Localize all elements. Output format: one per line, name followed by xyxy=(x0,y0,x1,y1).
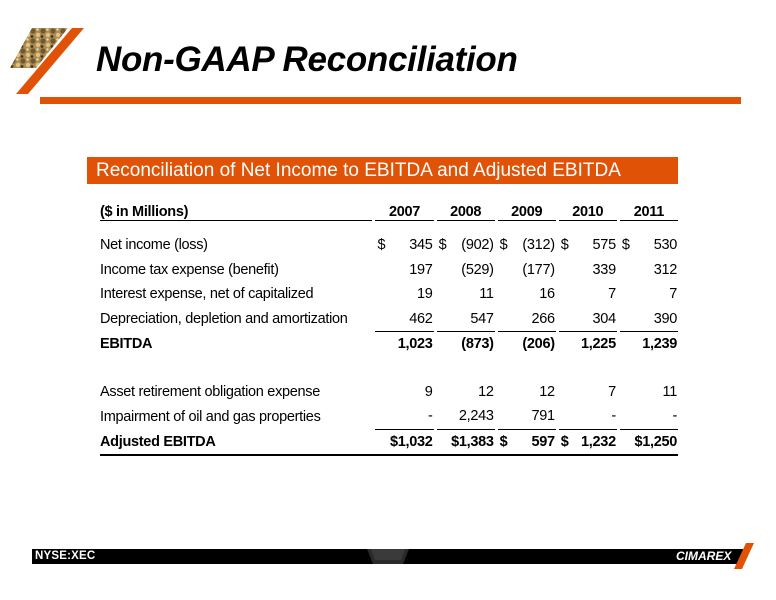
table-row xyxy=(100,380,678,405)
value-cell xyxy=(375,332,433,357)
value-text: 575 xyxy=(592,237,616,254)
value-text: (312) xyxy=(522,237,555,254)
year-header: 2007 xyxy=(375,198,433,221)
value-cell xyxy=(498,282,556,307)
value-text: 11 xyxy=(662,383,677,400)
rock-texture-logo-icon xyxy=(10,28,88,94)
year-header: 2011 xyxy=(620,198,678,221)
value-cell xyxy=(437,380,495,405)
value-text: 9 xyxy=(424,383,433,400)
orange-slash-icon xyxy=(734,543,754,569)
currency-symbol: $ xyxy=(621,237,630,254)
table-row xyxy=(100,404,678,429)
value-cell xyxy=(620,404,678,429)
value-text: 12 xyxy=(478,383,494,400)
value-text: 547 xyxy=(470,310,494,327)
section-banner: Reconciliation of Net Income to EBITDA and Adjusted EBITDA xyxy=(87,157,678,184)
value-text: 312 xyxy=(653,261,677,278)
row-label: Net income (loss) xyxy=(100,237,208,254)
value-text: 7 xyxy=(669,286,677,303)
row-label: Impairment of oil and gas properties xyxy=(100,408,321,425)
value-cell xyxy=(559,258,617,283)
table-row xyxy=(100,429,678,455)
value-text: 7 xyxy=(608,383,616,400)
value-text: $1,383 xyxy=(451,433,494,450)
table-header-row xyxy=(100,198,678,221)
value-cell xyxy=(375,307,433,332)
value-cell xyxy=(559,282,617,307)
year-header: 2010 xyxy=(559,198,617,221)
table-row xyxy=(100,233,678,258)
value-cell xyxy=(559,233,617,258)
value-text: 791 xyxy=(531,408,555,425)
brand-wordmark: CIMAREX xyxy=(676,549,732,563)
value-cell xyxy=(498,332,556,357)
value-cell xyxy=(375,380,433,405)
value-text: 197 xyxy=(409,261,433,278)
value-text: 339 xyxy=(592,261,616,278)
value-cell xyxy=(498,258,556,283)
table-row xyxy=(100,332,678,357)
value-cell xyxy=(498,307,556,332)
table-row xyxy=(100,258,678,283)
value-text: (177) xyxy=(522,261,555,278)
value-text: 345 xyxy=(409,237,433,254)
value-cell xyxy=(559,380,617,405)
value-text: 1,023 xyxy=(397,336,433,353)
value-text: (206) xyxy=(522,336,555,353)
value-cell xyxy=(375,258,433,283)
row-label: Income tax expense (benefit) xyxy=(100,261,279,278)
value-text: 1,239 xyxy=(642,336,677,353)
row-label: Depreciation, depletion and amortization xyxy=(100,311,348,327)
value-text: 12 xyxy=(539,383,555,400)
value-cell xyxy=(498,429,556,455)
value-text: 462 xyxy=(409,310,433,327)
reconciliation-table xyxy=(100,198,678,456)
value-text: 597 xyxy=(531,433,555,450)
stock-ticker: NYSE:XEC xyxy=(35,550,96,562)
unit-header: ($ in Millions) xyxy=(100,198,372,221)
value-text: 530 xyxy=(653,237,677,254)
value-cell xyxy=(620,429,678,455)
value-cell xyxy=(437,282,495,307)
value-cell xyxy=(437,332,495,357)
value-cell xyxy=(620,307,678,332)
row-label: Interest expense, net of capitalized xyxy=(100,286,314,303)
currency-symbol: $ xyxy=(377,237,386,254)
value-text: 16 xyxy=(539,286,555,303)
currency-symbol: $ xyxy=(499,433,508,450)
table-row xyxy=(100,307,678,332)
value-text: 1,232 xyxy=(581,433,616,450)
value-text: $1,032 xyxy=(390,433,433,450)
value-text: 304 xyxy=(592,310,616,327)
value-cell xyxy=(620,332,678,357)
value-cell xyxy=(620,233,678,258)
year-header: 2009 xyxy=(498,198,556,221)
value-cell xyxy=(375,429,433,455)
value-cell xyxy=(437,307,495,332)
currency-symbol: $ xyxy=(438,237,447,254)
value-text: 11 xyxy=(479,286,494,303)
page-title: Non-GAAP Reconciliation xyxy=(96,40,518,79)
currency-symbol: $ xyxy=(560,433,569,450)
row-label: EBITDA xyxy=(100,336,153,352)
title-underline-rule xyxy=(40,97,741,104)
value-text: (873) xyxy=(461,336,494,353)
value-cell xyxy=(559,404,617,429)
value-text: (902) xyxy=(461,237,494,254)
value-text: 266 xyxy=(531,310,555,327)
value-cell xyxy=(620,258,678,283)
value-text: - xyxy=(611,408,616,425)
value-cell xyxy=(437,429,495,455)
value-cell xyxy=(437,233,495,258)
value-text: (529) xyxy=(461,261,494,278)
value-text: 390 xyxy=(653,310,677,327)
value-cell xyxy=(559,429,617,455)
value-text: - xyxy=(672,408,677,425)
value-cell xyxy=(375,233,433,258)
value-cell xyxy=(375,282,433,307)
value-cell xyxy=(498,404,556,429)
year-header: 2008 xyxy=(437,198,495,221)
value-cell xyxy=(437,258,495,283)
value-cell xyxy=(559,307,617,332)
value-cell xyxy=(498,233,556,258)
spacer-row xyxy=(100,357,678,380)
value-text: 2,243 xyxy=(458,408,494,425)
row-label: Asset retirement obligation expense xyxy=(100,383,321,400)
value-text: 7 xyxy=(608,286,616,303)
value-text: 1,225 xyxy=(581,336,616,353)
spacer-row xyxy=(100,221,678,234)
value-cell xyxy=(559,332,617,357)
row-label: Adjusted EBITDA xyxy=(100,429,372,455)
value-cell xyxy=(498,380,556,405)
value-cell xyxy=(375,404,433,429)
value-text: - xyxy=(428,408,433,425)
value-text: $1,250 xyxy=(634,433,677,450)
currency-symbol: $ xyxy=(560,237,569,254)
currency-symbol: $ xyxy=(499,237,508,254)
footer-notch-decoration xyxy=(367,549,409,564)
value-cell xyxy=(437,404,495,429)
value-text: 19 xyxy=(417,286,433,303)
value-cell xyxy=(620,282,678,307)
value-cell xyxy=(620,380,678,405)
table-row xyxy=(100,282,678,307)
